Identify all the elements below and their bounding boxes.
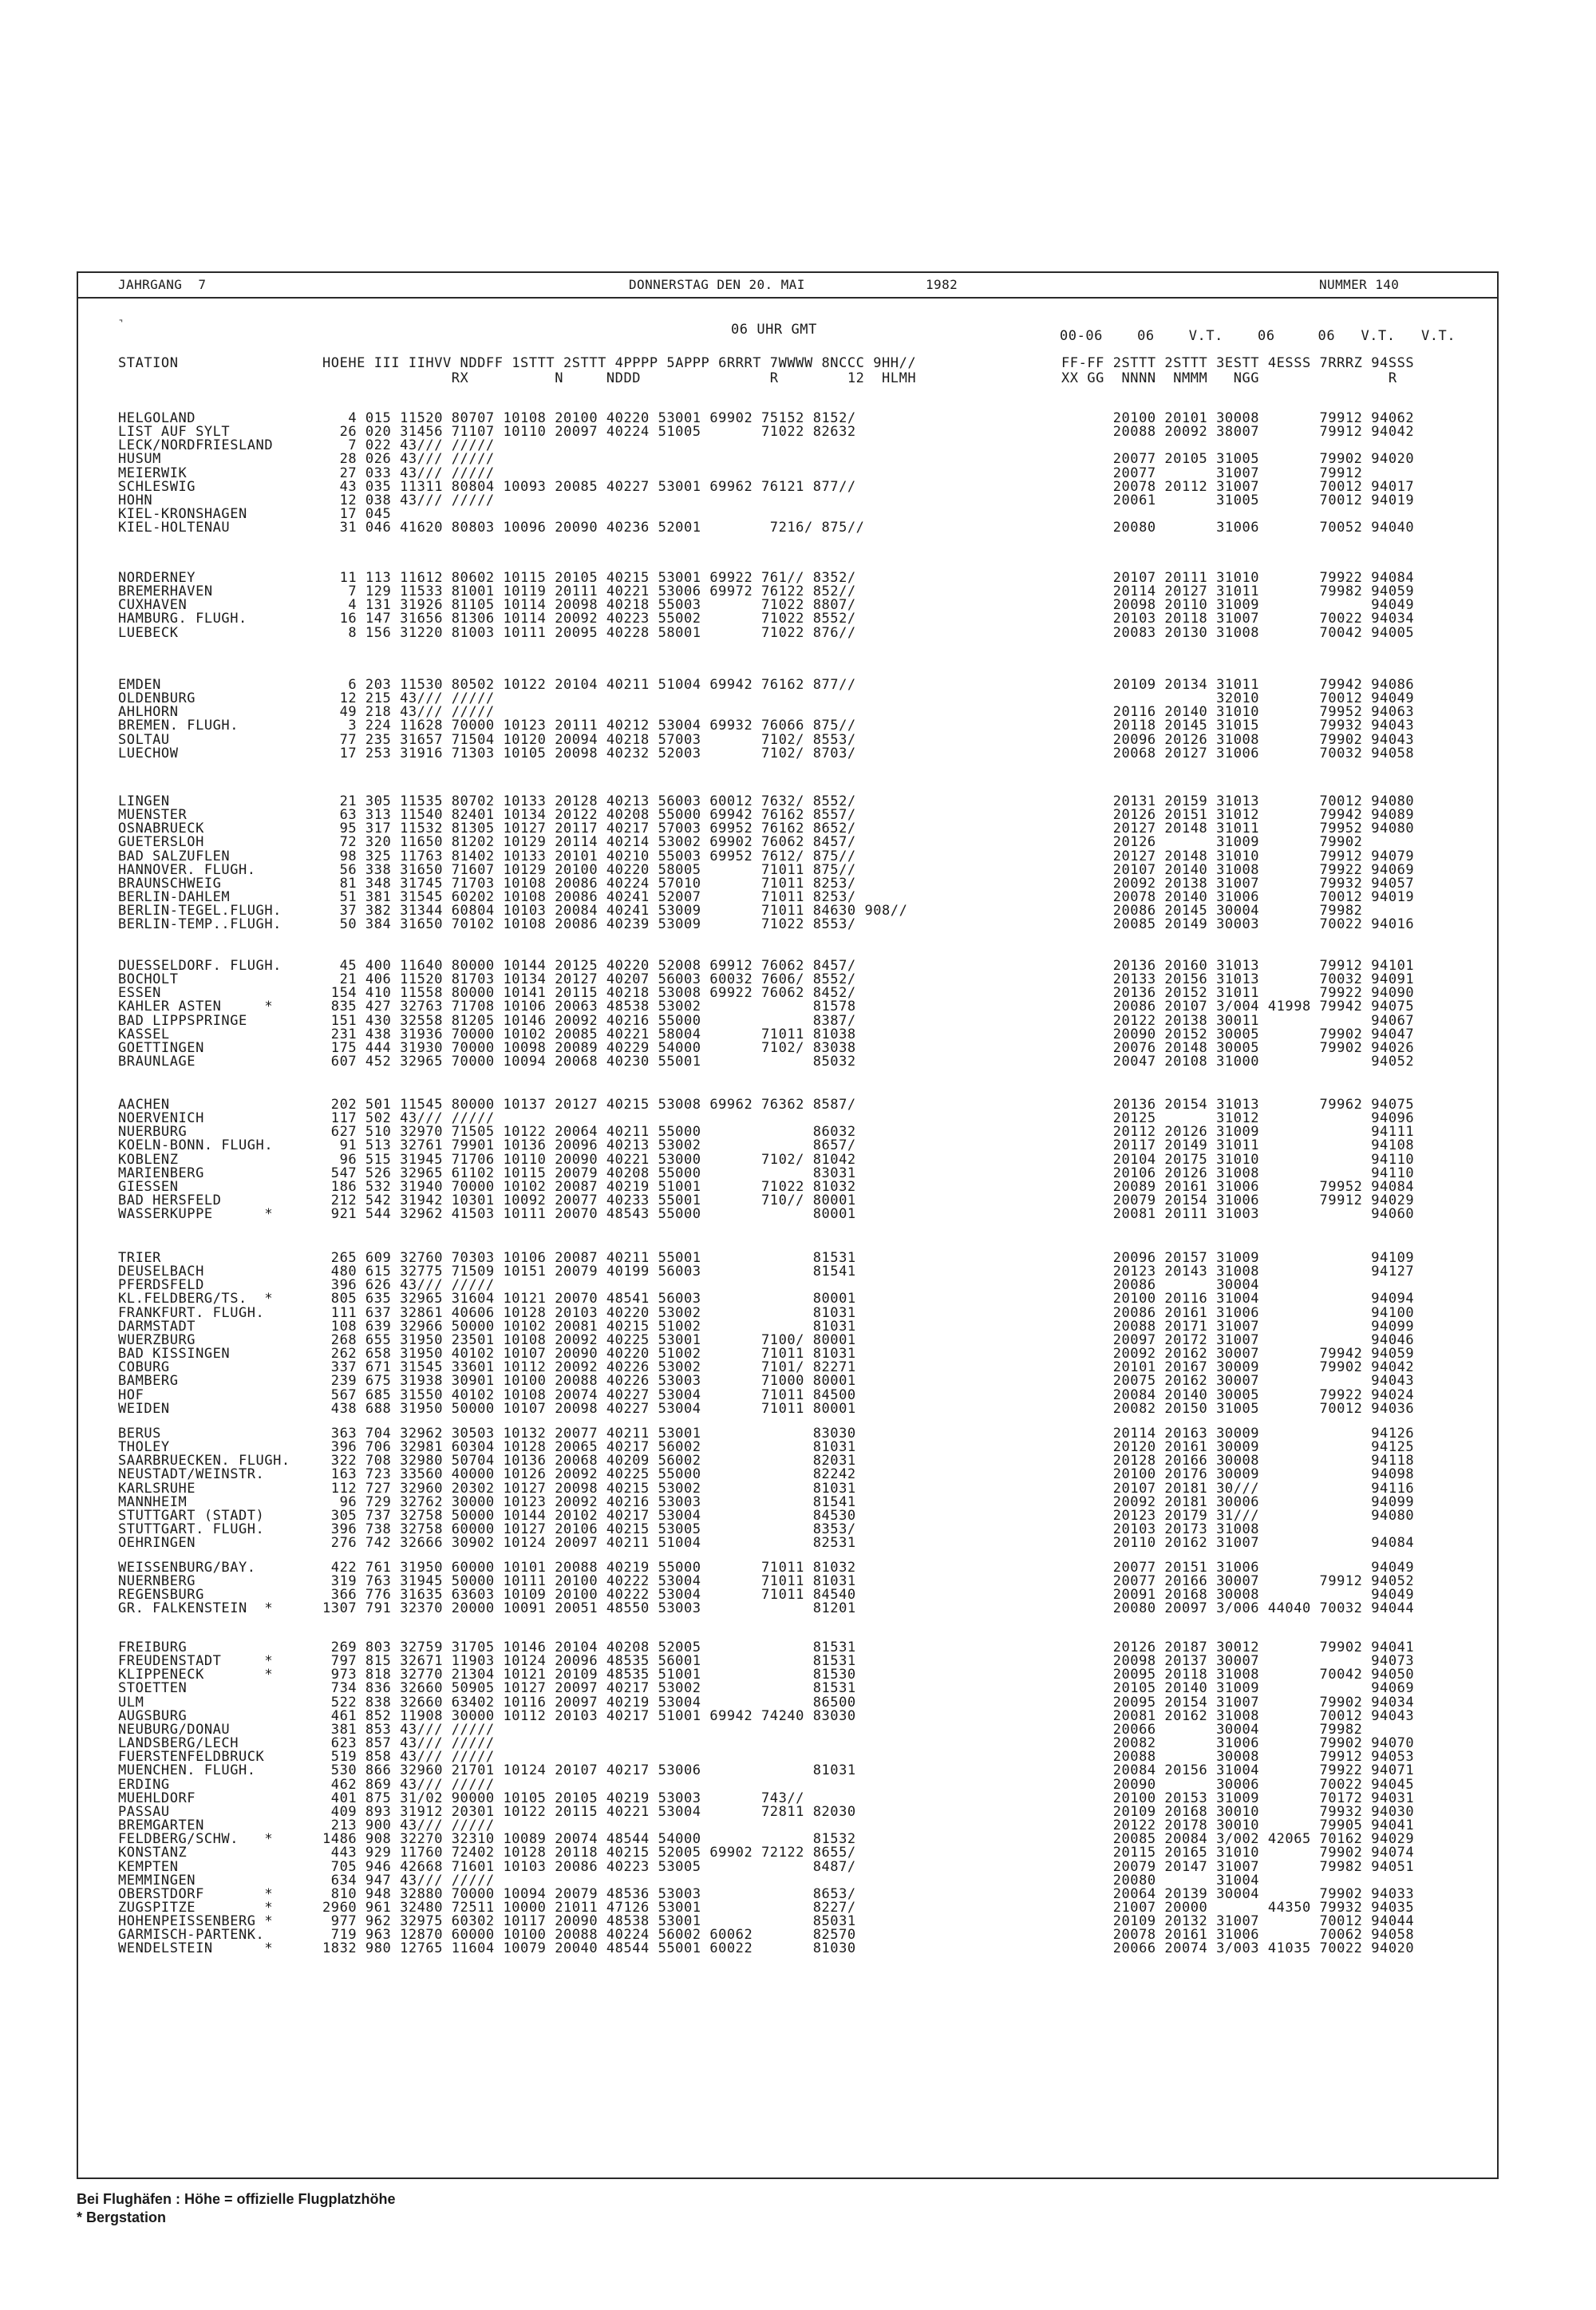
station-codes: 4 015 11520 80707 10108 20100 40220 53001 69902 75152 8152/ 26 020 31456 71107 10110 20097 40224 51005 71022 82632 7 022 43/// ///// 28 026 43/// ///// 27 033 43/// ///// 43 035 11311 80804 10093 20085 40227 53001 69962 76121 877// 12 038 43/// ///// 17 045 31 046 41620 80803 10096 20090 40236 52001 7216/ 875// <box>339 410 865 536</box>
station-codes: 45 400 11640 80000 10144 20125 40220 52008 69912 76062 8457/ 21 406 11520 81703 10134 20127 40207 56003 60032 7606/ 8552/ 154 410 11558 80000 10141 20115 40218 53008 69922 76062 8452/ 835 427 32763 71708 10106 20063 48538 53002 81578 151 430 32558 81205 10146 20092 40216 55000 8387/ 231 438 31936 70000 10102 20085 40221 58004 71011 81038 175 444 31930 70000 10098 20089 40229 54000 7102/ 83038 607 452 32965 70000 10094 20068 40230 55001 85032 <box>330 958 856 1070</box>
station-names: DUESSELDORF. FLUGH. BOCHOLT ESSEN KAHLER ASTEN * BAD LIPPSPRINGE KASSEL GOETTINGEN BRAUNLAGE <box>118 958 282 1070</box>
station-codes: 269 803 32759 31705 10146 20104 40208 52005 81531 797 815 32671 11903 10124 20096 48535 56001 81531 973 818 32770 21304 10121 20109 48535 51001 81530 734 836 32660 50905 10127 20097 40217 53002 81531 522 838 32660 63402 10116 20097 40219 53004 86500 461 852 11908 30000 10112 20103 40217 51001 69942 74240 83030 381 853 43/// ///// 623 857 43/// ///// 519 858 43/// ///// 530 866 32960 21701 10124 20107 40217 53006 81031 462 869 43/// ///// 401 875 31/02 90000 10105 20105 40219 53003 743// 409 893 31912 20301 10122 20115 40221 53004 72811 82030 213 900 43/// ///// 1486 908 32270 32310 10089 20074 48544 54000 81532 443 929 11760 72402 10128 20118 40215 52005 69902 72122 8655/ 705 946 42668 71601 10103 20086 40223 53005 8487/ 634 947 43/// ///// 810 948 32880 70000 10094 20079 48536 53003 8653/ 2960 961 32480 72511 10000 21011 47126 53001 8227/ 977 962 32975 60302 10117 20090 48538 53001 85031 719 963 12870 60000 10100 20088 40224 56002 60062 82570 1832 980 12765 11604 10079 20040 48544 55001 60022 81030 <box>322 1640 856 1957</box>
station-names: FREIBURG FREUDENSTADT * KLIPPENECK * STOETTEN ULM AUGSBURG NEUBURG/DONAU LANDSBERG/LECH FUERSTENFELDBRUCK MUENCHEN. FLUGH. ERDING MUEHLDORF PASSAU BREMGARTEN FELDBERG/SCHW. * KONSTANZ KEMPTEN MEMMINGEN OBERSTDORF * ZUGSPITZE * HOHENPEISSENBERG * GARMISCH-PARTENK. WENDELSTEIN * <box>118 1640 274 1957</box>
station-codes: 6 203 11530 80502 10122 20104 40211 51004 69942 76162 877// 12 215 43/// ///// 49 218 43/// ///// 3 224 11628 70000 10123 20111 40212 53004 69932 76066 875// 77 235 31657 71504 10120 20094 40218 57003 7102/ 8553/ 17 253 31916 71303 10105 20098 40232 52003 7102/ 8703/ <box>339 677 856 761</box>
station-summary: 20114 20163 30009 94126 20120 20161 30009 94125 20128 20166 30008 94118 20100 20176 30009 94098 20107 20181 30/// 94116 20092 20181 30006 94099 20123 20179 31/// 94080 20103 20173 31008 20110 20162 31007 94084 <box>1112 1426 1415 1552</box>
code-column-header: HOEHE III IIHVV NDDFF 1STTT 2STTT 4PPPP 5APPP 6RRRT 7WWWW 8NCCC 9HH// <box>322 355 917 371</box>
station-summary: 20131 20159 31013 70012 94080 20126 20151 31012 79942 94089 20127 20148 31011 79952 94080 20126 31009 79902 20127 20148 31010 79912 94079 20107 20140 31008 79922 94069 20092 20138 31007 79932 94057 20078 20140 31006 70012 94019 20086 20145 30004 79982 20085 20149 30003 70022 94016 <box>1112 793 1415 933</box>
scan-mark: ˺ <box>117 318 125 334</box>
station-names: NORDERNEY BREMERHAVEN CUXHAVEN HAMBURG. FLUGH. LUEBECK <box>118 570 247 641</box>
station-codes: 265 609 32760 70303 10106 20087 40211 55001 81531 480 615 32775 71509 10151 20079 40199 56003 81541 396 626 43/// ///// 805 635 32965 31604 10121 20070 48541 56003 80001 111 637 32861 40606 10128 20103 40220 53002 81031 108 639 32966 50000 10102 20081 40215 51002 81031 268 655 31950 23501 10108 20092 40225 53001 7100/ 80001 262 658 31950 40102 10107 20090 40220 51002 71011 81031 337 671 31545 33601 10112 20092 40226 53002 7101/ 82271 239 675 31938 30901 10100 20088 40226 53003 71000 80001 567 685 31550 40102 10108 20074 40227 53004 71011 84500 438 688 31950 50000 10107 20098 40227 53004 71011 80001 <box>330 1250 856 1417</box>
station-names: WEISSENBURG/BAY. NUERNBERG REGENSBURG GR. FALKENSTEIN * <box>118 1560 274 1617</box>
issue-number: NUMMER 140 <box>1319 277 1400 292</box>
station-names: BERUS THOLEY SAARBRUECKEN. FLUGH. NEUSTADT/WEINSTR. KARLSRUHE MANNHEIM STUTTGART (STADT) STUTTGART. FLUGH. OEHRINGEN <box>118 1426 290 1552</box>
date-label: DONNERSTAG DEN 20. MAI <box>629 277 805 292</box>
code-column-subheader: RX N NDDD R 12 HLMH <box>322 370 917 386</box>
station-names: AACHEN NOERVENICH NUERBURG KOELN-BONN. FLUGH. KOBLENZ MARIENBERG GIESSEN BAD HERSFELD WASSERKUPPE * <box>118 1097 274 1223</box>
station-summary: 20109 20134 31011 79942 94086 32010 70012 94049 20116 20140 31010 79952 94063 20118 20145 31015 79932 94043 20096 20126 31008 79902 94043 20068 20127 31006 70032 94058 <box>1112 677 1415 761</box>
station-codes: 21 305 11535 80702 10133 20128 40213 56003 60012 7632/ 8552/ 63 313 11540 82401 10134 20122 40208 55000 69942 76162 8557/ 95 317 11532 81305 10127 20117 40217 57003 69952 76162 8652/ 72 320 11650 81202 10129 20114 40214 53002 69902 76062 8457/ 98 325 11763 81402 10133 20101 40210 55003 69952 7612/ 875// 56 338 31650 71607 10129 20100 40220 58005 71011 875// 81 348 31745 71703 10108 20086 40224 57010 71011 8253/ 51 381 31545 60202 10108 20086 40241 52007 71011 8253/ 37 382 31344 60804 10103 20084 40241 53009 71011 84630 908// 50 384 31650 70102 10108 20086 40239 53009 71022 8553/ <box>339 793 908 933</box>
right-time-header: 00-06 06 V.T. 06 06 V.T. V.T. <box>1060 328 1456 344</box>
station-codes: 363 704 32962 30503 10132 20077 40211 53001 83030 396 706 32981 60304 10128 20065 40217 56002 81031 322 708 32980 50704 10136 20068 40209 56002 82031 163 723 33560 40000 10126 20092 40225 55000 82242 112 727 32960 20302 10127 20098 40215 53002 81031 96 729 32762 30000 10123 20092 40216 53003 81541 305 737 32758 50000 10144 20102 40217 53004 84530 396 738 32758 60000 10127 20106 40215 53005 8353/ 276 742 32666 30902 10124 20097 40211 51004 82531 <box>330 1426 856 1552</box>
station-summary: 20136 20154 31013 79962 94075 20125 31012 94096 20112 20126 31009 94111 20117 20149 31011 94108 20104 20175 31010 94110 20106 20126 31008 94110 20089 20161 31006 79952 94084 20079 20154 31006 79912 94029 20081 20111 31003 94060 <box>1112 1097 1415 1223</box>
station-summary: 20077 20151 31006 94049 20077 20166 30007 79912 94052 20091 20168 30008 94049 20080 20097 3/006 44040 70032 94044 <box>1112 1560 1415 1617</box>
year-label: 1982 <box>926 277 958 292</box>
footnote-mountain-station: * Bergstation <box>77 2209 167 2225</box>
station-codes: 11 113 11612 80602 10115 20105 40215 53001 69922 761// 8352/ 7 129 11533 81001 10119 20111 40221 53006 69972 76122 852// 4 131 31926 81105 10114 20098 40218 55003 71022 8807/ 16 147 31656 81306 10114 20092 40223 55002 71022 8552/ 8 156 31220 81003 10111 20095 40228 58001 71022 876// <box>339 570 856 641</box>
station-column-header: STATION <box>118 355 179 371</box>
station-codes: 202 501 11545 80000 10137 20127 40215 53008 69962 76362 8587/ 117 502 43/// ///// 627 510 32970 71505 10122 20064 40211 55000 86032 91 513 32761 79901 10136 20096 40213 53002 8657/ 96 515 31945 71706 10110 20090 40221 53000 7102/ 81042 547 526 32965 61102 10115 20079 40208 55000 83031 186 532 31940 70000 10102 20087 40219 51001 71022 81032 212 542 31942 10301 10092 20077 40233 55001 710// 80001 921 544 32962 41503 10111 20070 48543 55000 80001 <box>330 1097 856 1223</box>
footnote-airport-height: Bei Flughäfen : Höhe = offizielle Flugplatzhöhe <box>77 2191 396 2207</box>
summary-column-header: FF-FF 2STTT 2STTT 3ESTT 4ESSS 7RRRZ 94SSS <box>1061 355 1415 371</box>
station-names: HELGOLAND LIST AUF SYLT LECK/NORDFRIESLAND HUSUM MEIERWIK SCHLESWIG HOHN KIEL-KRONSHAGEN KIEL-HOLTENAU <box>118 410 274 536</box>
observation-time: 06 UHR GMT <box>731 322 817 338</box>
station-summary: 20100 20101 30008 79912 94062 20088 20092 38007 79912 94042 20077 20105 31005 79902 94020 20077 31007 79912 20078 20112 31007 70012 94017 20061 31005 70012 94019 20080 31006 70052 94040 <box>1112 410 1415 536</box>
station-names: TRIER DEUSELBACH PFERDSFELD KL.FELDBERG/TS. * FRANKFURT. FLUGH. DARMSTADT WUERZBURG BAD KISSINGEN COBURG BAMBERG HOF WEIDEN <box>118 1250 274 1417</box>
station-names: EMDEN OLDENBURG AHLHORN BREMEN. FLUGH. SOLTAU LUECHOW <box>118 677 239 761</box>
summary-column-subheader: XX GG NNNN NMMM NGG R <box>1061 370 1397 386</box>
station-summary: 20096 20157 31009 94109 20123 20143 31008 94127 20086 30004 20100 20116 31004 94094 20086 20161 31006 94100 20088 20171 31007 94099 20097 20172 31007 94046 20092 20162 30007 79942 94059 20101 20167 30009 79902 94042 20075 20162 30007 94043 20084 20140 30005 79922 94024 20082 20150 31005 70012 94036 <box>1112 1250 1415 1417</box>
station-summary: 20126 20187 30012 79902 94041 20098 20137 30007 94073 20095 20118 31008 70042 94050 20105 20140 31009 94069 20095 20154 31007 79902 94034 20081 20162 31008 70012 94043 20066 30004 79982 20082 31006 79902 94070 20088 30008 79912 94053 20084 20156 31004 79922 94071 20090 30006 70022 94045 20100 20153 31009 70172 94031 20109 20168 30010 79932 94030 20122 20178 30010 79905 94041 20085 20084 3/002 42065 70162 94029 20115 20165 31010 79902 94074 20079 20147 31007 79982 94051 20080 31004 20064 20139 30004 79902 94033 21007 20000 44350 79932 94035 20109 20132 31007 70012 94044 20078 20161 31006 70062 94058 20066 20074 3/003 41035 70022 94020 <box>1112 1640 1415 1957</box>
weather-report-sheet <box>77 271 1499 2179</box>
footnotes <box>77 2190 396 2227</box>
station-names: LINGEN MUENSTER OSNABRUECK GUETERSLOH BAD SALZUFLEN HANNOVER. FLUGH. BRAUNSCHWEIG BERLIN-DAHLEM BERLIN-TEGEL.FLUGH. BERLIN-TEMP..FLUGH. <box>118 793 282 933</box>
station-summary: 20136 20160 31013 79912 94101 20133 20156 31013 70032 94091 20136 20152 31011 79922 94090 20086 20107 3/004 41998 79942 94075 20122 20138 30011 94067 20090 20152 30005 79902 94047 20076 20148 30005 79902 94026 20047 20108 31000 94052 <box>1112 958 1415 1070</box>
header-rule <box>78 297 1497 299</box>
volume-label: JAHRGANG 7 <box>118 277 207 292</box>
station-codes: 422 761 31950 60000 10101 20088 40219 55000 71011 81032 319 763 31945 50000 10111 20100 40222 53004 71011 81031 366 776 31635 63603 10109 20100 40222 53004 71011 84540 1307 791 32370 20000 10091 20051 48550 53003 81201 <box>322 1560 856 1617</box>
station-summary: 20107 20111 31010 79922 94084 20114 20127 31011 79982 94059 20098 20110 31009 94049 20103 20118 31007 70022 94034 20083 20130 31008 70042 94005 <box>1112 570 1415 641</box>
